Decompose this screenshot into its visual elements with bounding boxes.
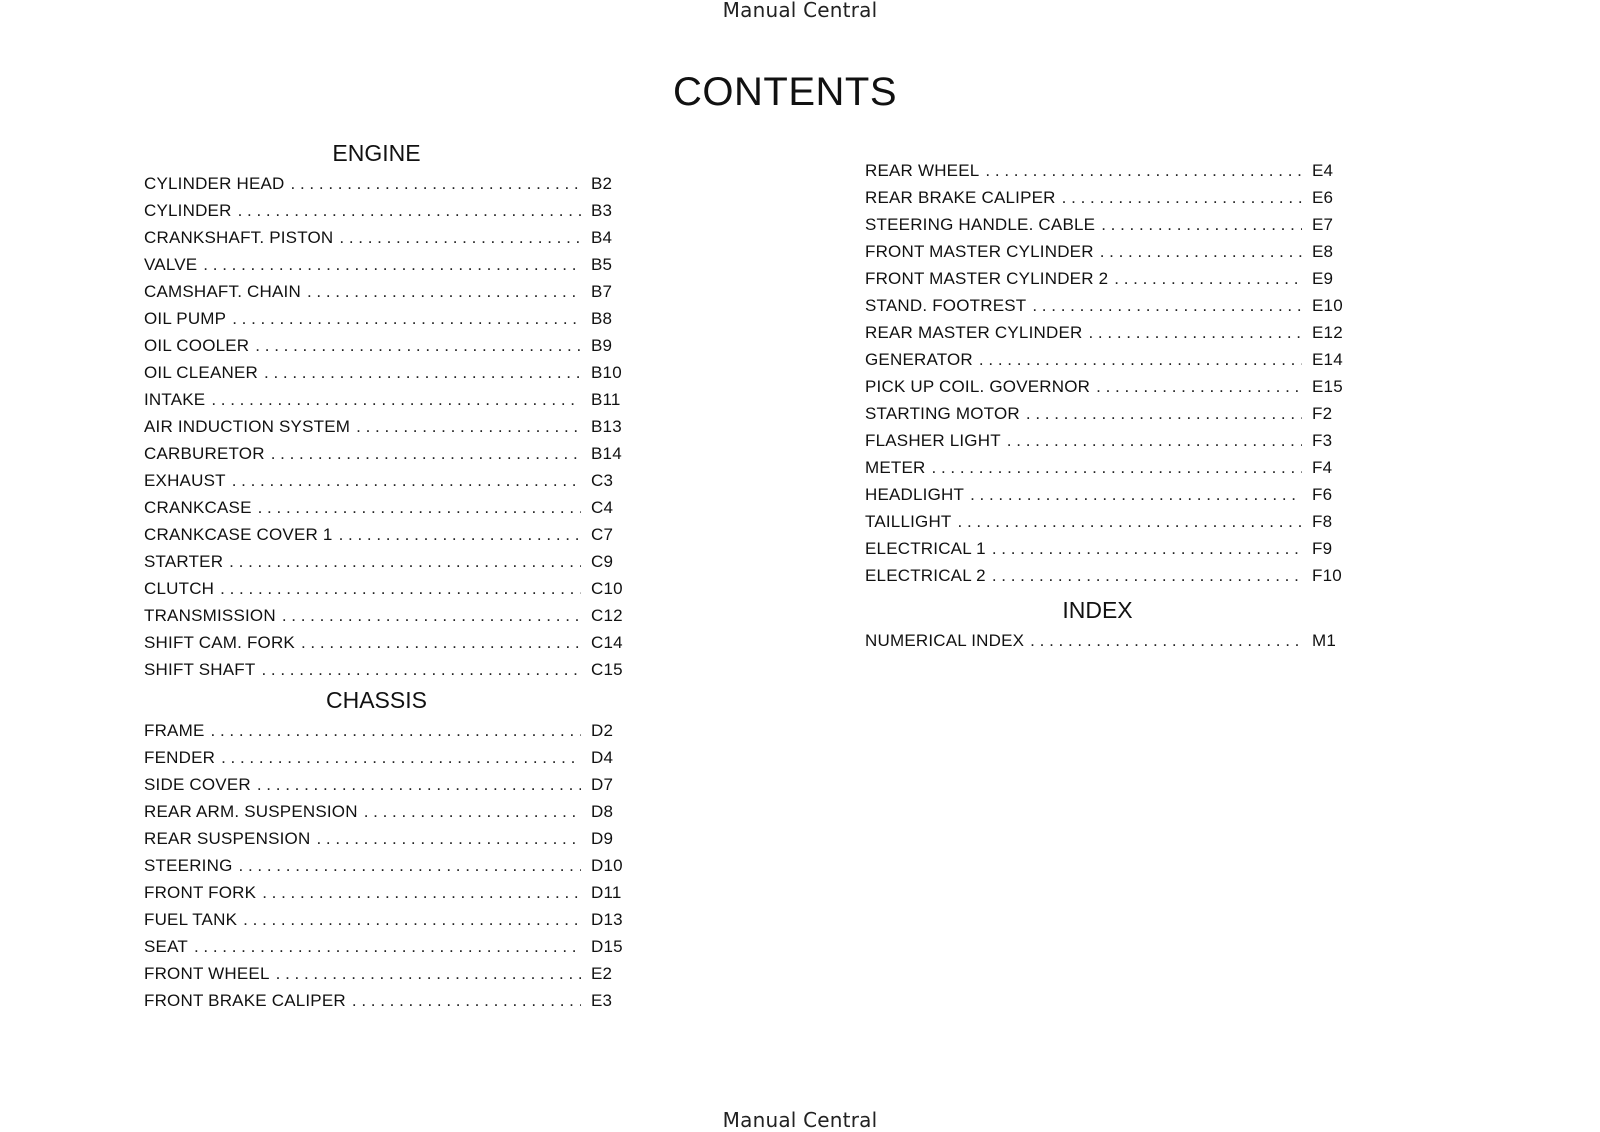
toc-entry[interactable] — [865, 238, 1360, 265]
toc-entry-page-number: D8 — [591, 802, 614, 821]
toc-entry-label: OIL PUMP — [144, 309, 227, 328]
toc-entry[interactable] — [144, 359, 639, 386]
toc-entry[interactable] — [144, 467, 639, 494]
toc-entry-page-number: D13 — [591, 910, 623, 929]
dot-leader — [307, 278, 581, 305]
dot-leader — [282, 602, 581, 629]
toc-entry[interactable] — [865, 400, 1360, 427]
toc-entry-page-number: C15 — [591, 660, 623, 679]
toc-entry[interactable] — [144, 224, 639, 251]
toc-entry-page-number: C14 — [591, 633, 623, 652]
toc-entry-label: TAILLIGHT — [865, 512, 952, 531]
toc-entry-label: METER — [865, 458, 926, 477]
toc-entry-page-number: E7 — [1312, 215, 1334, 234]
toc-entry-page-number: F4 — [1312, 458, 1333, 477]
dot-leader — [1026, 400, 1302, 427]
toc-entry[interactable] — [144, 771, 639, 798]
toc-entry[interactable] — [865, 373, 1360, 400]
dot-leader — [220, 575, 581, 602]
toc-entry-page-number: F6 — [1312, 485, 1333, 504]
toc-entry[interactable] — [144, 251, 639, 278]
toc-entry[interactable] — [144, 278, 639, 305]
toc-entry-page-number: B10 — [591, 363, 622, 382]
toc-entry-label: ELECTRICAL 1 — [865, 539, 986, 558]
toc-entry-page-number: E8 — [1312, 242, 1334, 261]
toc-entry-label: REAR WHEEL — [865, 161, 980, 180]
toc-entry[interactable] — [144, 629, 639, 656]
toc-entry-page-number: D9 — [591, 829, 614, 848]
toc-entry-page-number: D2 — [591, 721, 614, 740]
toc-entry-label: FRONT WHEEL — [144, 964, 270, 983]
dot-leader — [211, 717, 582, 744]
toc-entry[interactable] — [865, 157, 1360, 184]
dot-leader — [1088, 319, 1302, 346]
toc-entry-page-number: B5 — [591, 255, 613, 274]
toc-entry[interactable] — [144, 656, 639, 683]
dot-leader — [1007, 427, 1302, 454]
toc-entry-label: CARBURETOR — [144, 444, 265, 463]
dot-leader — [261, 656, 581, 683]
toc-entry[interactable] — [144, 717, 639, 744]
toc-entry[interactable] — [865, 535, 1360, 562]
dot-leader — [992, 562, 1302, 589]
toc-entry-label: FLASHER LIGHT — [865, 431, 1001, 450]
toc-entry-page-number: B11 — [591, 390, 621, 409]
toc-entry-page-number: E10 — [1312, 296, 1343, 315]
dot-leader — [264, 359, 581, 386]
toc-entry-label: STAND. FOOTREST — [865, 296, 1027, 315]
dot-leader — [958, 508, 1302, 535]
toc-entry-label: STEERING — [144, 856, 233, 875]
toc-entry[interactable] — [144, 170, 639, 197]
toc-entry-page-number: C10 — [591, 579, 623, 598]
dot-leader — [271, 440, 581, 467]
toc-entry-label: CRANKCASE — [144, 498, 252, 517]
toc-entry[interactable] — [144, 879, 639, 906]
toc-entry-label: SHIFT CAM. FORK — [144, 633, 295, 652]
section-heading: ENGINE — [332, 140, 421, 166]
dot-leader — [985, 157, 1302, 184]
toc-entry[interactable] — [865, 627, 1360, 654]
toc-entry-label: ELECTRICAL 2 — [865, 566, 986, 585]
toc-entry-page-number: E12 — [1312, 323, 1343, 342]
toc-entry-label: FUEL TANK — [144, 910, 238, 929]
dot-leader — [356, 413, 581, 440]
dot-leader — [276, 960, 581, 987]
toc-entry-page-number: D10 — [591, 856, 623, 875]
toc-entry[interactable] — [144, 440, 639, 467]
toc-entry-label: OIL COOLER — [144, 336, 250, 355]
toc-entry[interactable] — [144, 305, 639, 332]
toc-entry-page-number: C9 — [591, 552, 614, 571]
toc-entry-label: CYLINDER — [144, 201, 232, 220]
toc-entry-page-number: B4 — [591, 228, 613, 247]
dot-leader — [255, 332, 581, 359]
toc-entry-label: REAR ARM. SUSPENSION — [144, 802, 358, 821]
toc-entry[interactable] — [865, 292, 1360, 319]
toc-entry-page-number: F9 — [1312, 539, 1333, 558]
toc-entry-label: HEADLIGHT — [865, 485, 965, 504]
toc-entry[interactable] — [144, 960, 639, 987]
toc-entry-page-number: F2 — [1312, 404, 1333, 423]
toc-entry-label: FRONT MASTER CYLINDER — [865, 242, 1094, 261]
toc-entry-label: GENERATOR — [865, 350, 973, 369]
dot-leader — [992, 535, 1302, 562]
dot-leader — [1096, 373, 1302, 400]
page-footer: Manual Central — [722, 1108, 878, 1132]
page-header: Manual Central — [722, 0, 878, 22]
toc-entry-page-number: E15 — [1312, 377, 1343, 396]
dot-leader — [1032, 292, 1302, 319]
dot-leader — [194, 933, 581, 960]
toc-entry[interactable] — [144, 521, 639, 548]
dot-leader — [1114, 265, 1302, 292]
toc-entry[interactable] — [144, 332, 639, 359]
toc-entry-page-number: E14 — [1312, 350, 1343, 369]
toc-entry-page-number: C3 — [591, 471, 614, 490]
toc-entry[interactable] — [144, 744, 639, 771]
toc-entry-label: FRONT BRAKE CALIPER — [144, 991, 346, 1010]
toc-entry-page-number: E3 — [591, 991, 613, 1010]
toc-entry[interactable] — [865, 562, 1360, 589]
dot-leader — [339, 521, 581, 548]
toc-entry-page-number: D11 — [591, 883, 622, 902]
dot-leader — [1100, 238, 1302, 265]
toc-entry-page-number: F10 — [1312, 566, 1342, 585]
toc-entry[interactable] — [865, 481, 1360, 508]
toc-entry[interactable] — [144, 602, 639, 629]
toc-entry-page-number: B13 — [591, 417, 622, 436]
toc-entry-label: STARTER — [144, 552, 224, 571]
toc-entry-page-number: C4 — [591, 498, 614, 517]
contents-left-column — [144, 136, 639, 1014]
toc-entry[interactable] — [865, 508, 1360, 535]
toc-entry-page-number: F3 — [1312, 431, 1333, 450]
toc-entry[interactable] — [144, 197, 639, 224]
dot-leader — [364, 798, 581, 825]
toc-entry[interactable] — [144, 852, 639, 879]
dot-leader — [316, 825, 581, 852]
dot-leader — [258, 494, 581, 521]
toc-entry-label: SEAT — [144, 937, 188, 956]
toc-entry-label: FRONT MASTER CYLINDER 2 — [865, 269, 1109, 288]
dot-leader — [932, 454, 1303, 481]
dot-leader — [232, 305, 581, 332]
toc-entry-page-number: E9 — [1312, 269, 1334, 288]
dot-leader — [211, 386, 581, 413]
section-heading: INDEX — [1062, 597, 1133, 623]
toc-entry-label: CLUTCH — [144, 579, 215, 598]
toc-entry[interactable] — [144, 987, 639, 1014]
toc-entry[interactable] — [865, 319, 1360, 346]
toc-entry-label: CYLINDER HEAD — [144, 174, 285, 193]
toc-entry[interactable] — [865, 211, 1360, 238]
dot-leader — [243, 906, 581, 933]
toc-entry-page-number: E6 — [1312, 188, 1334, 207]
toc-entry[interactable] — [865, 346, 1360, 373]
toc-entry-label: STEERING HANDLE. CABLE — [865, 215, 1096, 234]
dot-leader — [257, 771, 581, 798]
toc-entry-page-number: E2 — [591, 964, 613, 983]
toc-entry-label: AIR INDUCTION SYSTEM — [144, 417, 351, 436]
toc-entry-label: REAR MASTER CYLINDER — [865, 323, 1083, 342]
toc-entry-label: FRONT FORK — [144, 883, 257, 902]
page-title: CONTENTS — [673, 70, 897, 114]
dot-leader — [339, 224, 581, 251]
toc-entry-label: FENDER — [144, 748, 216, 767]
toc-entry-label: INTAKE — [144, 390, 206, 409]
dot-leader — [979, 346, 1302, 373]
toc-entry[interactable] — [144, 548, 639, 575]
toc-entry-page-number: B9 — [591, 336, 613, 355]
toc-entry-label: TRANSMISSION — [144, 606, 276, 625]
dot-leader — [352, 987, 581, 1014]
toc-entry-label: REAR SUSPENSION — [144, 829, 311, 848]
dot-leader — [291, 170, 581, 197]
toc-entry[interactable] — [144, 413, 639, 440]
toc-entry-page-number: B2 — [591, 174, 613, 193]
toc-entry[interactable] — [144, 386, 639, 413]
toc-entry-page-number: E4 — [1312, 161, 1334, 180]
dot-leader — [232, 467, 581, 494]
toc-entry[interactable] — [144, 933, 639, 960]
toc-entry-page-number: M1 — [1312, 631, 1337, 650]
contents-right-column — [865, 157, 1360, 654]
toc-entry-label: SHIFT SHAFT — [144, 660, 256, 679]
toc-entry-page-number: C7 — [591, 525, 614, 544]
toc-entry-page-number: B14 — [591, 444, 622, 463]
toc-entry-label: OIL CLEANER — [144, 363, 258, 382]
dot-leader — [262, 879, 581, 906]
toc-entry-label: SIDE COVER — [144, 775, 251, 794]
toc-entry-label: CAMSHAFT. CHAIN — [144, 282, 301, 301]
toc-entry-page-number: C12 — [591, 606, 623, 625]
dot-leader — [238, 197, 581, 224]
toc-entry-page-number: F8 — [1312, 512, 1333, 531]
dot-leader — [1101, 211, 1302, 238]
toc-entry-page-number: D4 — [591, 748, 614, 767]
dot-leader — [301, 629, 581, 656]
toc-entry[interactable] — [144, 494, 639, 521]
toc-entry-page-number: D7 — [591, 775, 614, 794]
toc-entry[interactable] — [144, 825, 639, 852]
dot-leader — [1030, 627, 1302, 654]
toc-entry-label: CRANKCASE COVER 1 — [144, 525, 333, 544]
dot-leader — [221, 744, 581, 771]
section-heading: CHASSIS — [326, 687, 427, 713]
toc-entry[interactable] — [865, 184, 1360, 211]
toc-entry[interactable] — [144, 575, 639, 602]
toc-entry[interactable] — [865, 427, 1360, 454]
toc-entry-label: PICK UP COIL. GOVERNOR — [865, 377, 1091, 396]
dot-leader — [203, 251, 581, 278]
toc-entry-page-number: B7 — [591, 282, 613, 301]
toc-entry[interactable] — [144, 798, 639, 825]
dot-leader — [229, 548, 581, 575]
dot-leader — [1062, 184, 1302, 211]
toc-entry-page-number: B8 — [591, 309, 613, 328]
dot-leader — [970, 481, 1302, 508]
toc-entry-page-number: B3 — [591, 201, 613, 220]
toc-entry[interactable] — [865, 265, 1360, 292]
toc-entry-label: REAR BRAKE CALIPER — [865, 188, 1056, 207]
toc-entry-label: FRAME — [144, 721, 205, 740]
toc-entry-page-number: D15 — [591, 937, 623, 956]
toc-entry-label: CRANKSHAFT. PISTON — [144, 228, 334, 247]
toc-entry-label: VALVE — [144, 255, 198, 274]
toc-entry-label: EXHAUST — [144, 471, 226, 490]
toc-entry[interactable] — [865, 454, 1360, 481]
toc-entry-label: STARTING MOTOR — [865, 404, 1020, 423]
toc-entry-label: NUMERICAL INDEX — [865, 631, 1025, 650]
toc-entry[interactable] — [144, 906, 639, 933]
dot-leader — [239, 852, 581, 879]
